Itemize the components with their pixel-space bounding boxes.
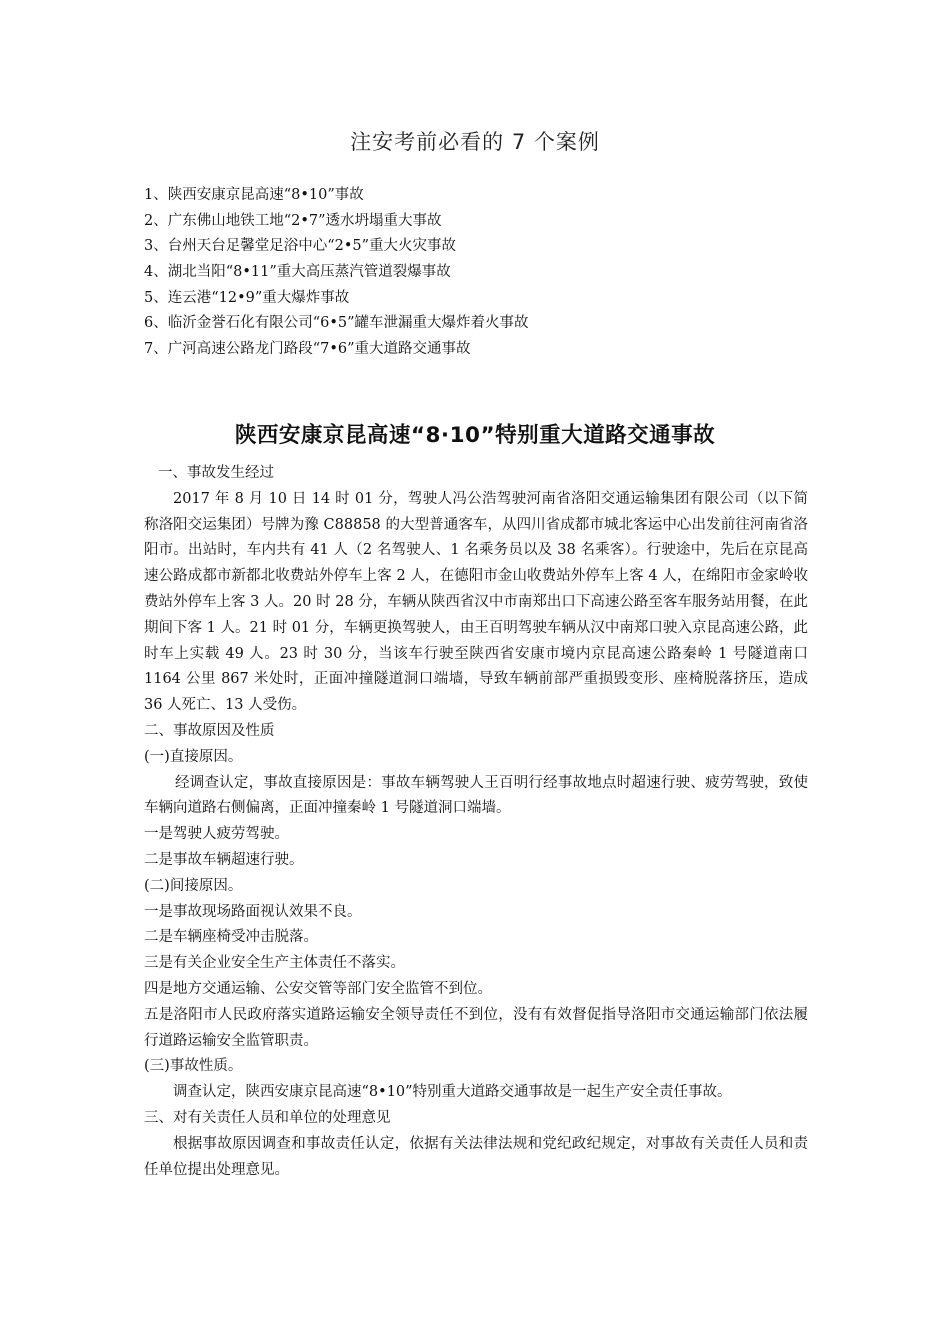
case-section-title: 陕西安康京昆高速“8·10”特别重大道路交通事故	[234, 423, 716, 448]
document-title: 注安考前必看的 7 个案例	[350, 130, 600, 154]
indirect-cause-item: 一是事故现场路面视认效果不良。	[144, 903, 362, 920]
paragraph-accident-nature: 调查认定，陕西安康京昆高速“8•10”特别重大道路交通事故是一起生产安全责任事故。	[173, 1084, 732, 1101]
heading-indirect-cause: (二)间接原因。	[144, 877, 243, 894]
indirect-cause-item: 二是车辆座椅受冲击脱落。	[144, 929, 318, 946]
indirect-cause-item: 五是洛阳市人民政府落实道路运输安全领导责任不到位，没有有效督促指导洛阳市交通运输部门依法履行道路运输安全监管职责。	[144, 1006, 808, 1049]
case-list-item: 6、临沂金誉石化有限公司“6•5”罐车泄漏重大爆炸着火事故	[144, 315, 529, 332]
heading-direct-cause: (一)直接原因。	[144, 748, 243, 765]
paragraph-handling-opinions: 根据事故原因调查和事故责任认定，依据有关法律法规和党纪政纪规定，对事故有关责任人员和责任单位提出处理意见。	[144, 1135, 808, 1178]
indirect-cause-item: 四是地方交通运输、公安交管等部门安全监管不到位。	[144, 980, 492, 997]
case-list	[144, 183, 824, 363]
case-list-item: 2、广东佛山地铁工地“2•7”透水坍塌重大事故	[144, 212, 442, 229]
case-list-item: 7、广河高速公路龙门路段“7•6”重大道路交通事故	[144, 341, 471, 358]
case-list-item: 1、陕西安康京昆高速“8•10”事故	[144, 187, 364, 203]
case-body	[144, 461, 808, 1183]
indirect-cause-item: 三是有关企业安全生产主体责任不落实。	[144, 955, 405, 972]
case-list-item: 4、湖北当阳“8•11”重大高压蒸汽管道裂爆事故	[144, 264, 451, 281]
heading-handling-opinions: 三、对有关责任人员和单位的处理意见	[144, 1109, 391, 1126]
heading-accident-nature: (三)事故性质。	[144, 1058, 243, 1075]
direct-cause-item: 一是驾驶人疲劳驾驶。	[144, 826, 289, 843]
paragraph-direct-cause: 经调查认定，事故直接原因是：事故车辆驾驶人王百明行经事故地点时超速行驶、疲劳驾驶，致使车辆向道路右侧偏离，正面冲撞秦岭 1 号隧道洞口端墙。	[144, 774, 808, 817]
heading-causes-nature: 二、事故原因及性质	[144, 722, 275, 739]
case-list-item: 5、连云港“12•9”重大爆炸事故	[144, 289, 350, 306]
heading-accident-process: 一、事故发生经过	[158, 465, 274, 481]
direct-cause-item: 二是事故车辆超速行驶。	[144, 851, 304, 868]
paragraph-accident-process: 2017 年 8 月 10 日 14 时 01 分，驾驶人冯公浩驾驶河南省洛阳交通运输集团有限公司（以下简称洛阳交运集团）号牌为豫 C88858 的大型普通客车，从四川省成都市城北客运中心出发前往河南省洛阳市。出站时，车内共有 41 人（2 名驾驶人、1 名乘务员以及 38 名乘客）。行驶途中，先后在京昆高速公路成都市新都北收费站外停车上客 2 人，在德阳市金山收费站外停车上客 4 人，在绵阳市金家岭收费站外停车上客 3 人。20 时 28 分，车辆从陕西省汉中市南郑出口下高速公路至客车服务站用餐，在此期间下客 1 人。21 时 01 分，车辆更换驾驶人，由王百明驾驶车辆从汉中南郑口驶入京昆高速公路，此时车上实载 49 人。23 时 30 分，当该车行驶至陕西省安康市境内京昆高速公路秦岭 1 号隧道南口 1164 公里 867 米处时，正面冲撞隧道洞口端墙，导致车辆前部严重损毁变形、座椅脱落挤压，造成 36 人死亡、13 人受伤。	[144, 490, 808, 714]
case-list-item: 3、台州天台足馨堂足浴中心“2•5”重大火灾事故	[144, 238, 457, 255]
